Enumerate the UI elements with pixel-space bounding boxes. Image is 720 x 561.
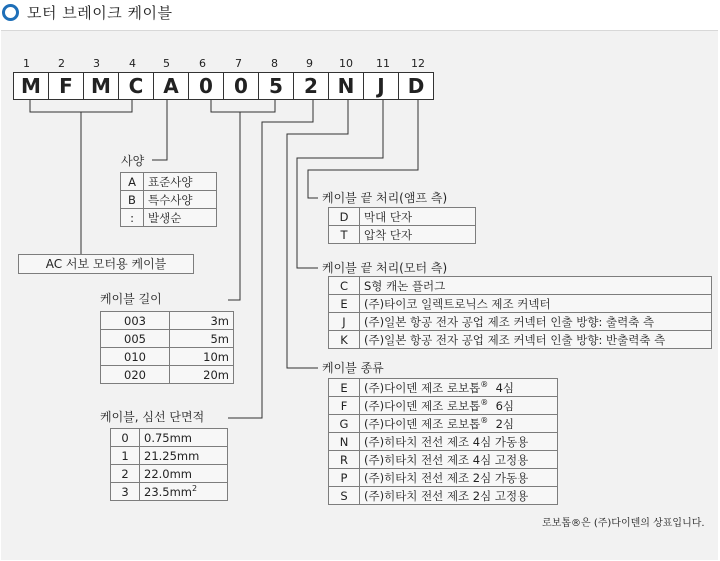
kind-suffix: 6심 bbox=[495, 398, 515, 413]
end-amp-text: 막대 단자 bbox=[360, 208, 476, 226]
footnote: 로보톱®은 (주)다이덴의 상표입니다. bbox=[542, 518, 705, 529]
kind-code: P bbox=[329, 469, 360, 487]
position-number: 4 bbox=[129, 57, 136, 70]
end-motor-table bbox=[328, 276, 712, 349]
code-box: 2 bbox=[293, 72, 329, 100]
end-amp-code: T bbox=[329, 226, 360, 244]
code-box: F bbox=[48, 72, 84, 100]
page-title: 모터 브레이크 케이블 bbox=[27, 3, 173, 22]
table-row bbox=[329, 313, 712, 331]
table-row bbox=[329, 397, 558, 415]
cross-section-label: 케이블, 심선 단면적 bbox=[100, 410, 205, 424]
code-box: 5 bbox=[258, 72, 294, 100]
position-number: 6 bbox=[199, 57, 206, 70]
table-row bbox=[121, 173, 217, 191]
ac-servo-box: AC 서보 모터용 케이블 bbox=[18, 254, 194, 274]
position-number: 5 bbox=[163, 57, 170, 70]
superscript: 2 bbox=[192, 484, 198, 494]
code-box: A bbox=[153, 72, 189, 100]
table-row bbox=[329, 433, 558, 451]
kind-text: (주)히타치 전선 제조 2심 고정용 bbox=[360, 487, 558, 505]
length-value: 3m bbox=[170, 312, 234, 330]
kind-text: (주)다이덴 제조 로보톱 bbox=[364, 380, 481, 395]
position-number: 2 bbox=[58, 57, 65, 70]
table-row bbox=[101, 366, 234, 384]
cable-kind-table bbox=[328, 378, 558, 505]
kind-code: N bbox=[329, 433, 360, 451]
kind-code: E bbox=[329, 379, 360, 397]
spec-label: 사양 bbox=[121, 154, 145, 168]
cross-value: 22.0mm bbox=[140, 465, 228, 483]
position-number: 3 bbox=[93, 57, 100, 70]
registered-mark: ® bbox=[480, 415, 489, 425]
kind-text: (주)히타치 전선 제조 4심 고정용 bbox=[360, 451, 558, 469]
length-label: 케이블 길이 bbox=[100, 292, 162, 306]
length-code: 010 bbox=[101, 348, 170, 366]
kind-text: (주)다이덴 제조 로보톱 bbox=[364, 416, 481, 431]
kind-code: F bbox=[329, 397, 360, 415]
table-row bbox=[329, 295, 712, 313]
code-box: 0 bbox=[188, 72, 224, 100]
table-row bbox=[121, 191, 217, 209]
end-motor-code: K bbox=[329, 331, 360, 349]
position-number: 11 bbox=[376, 57, 390, 70]
table-row bbox=[121, 209, 217, 227]
cross-code: 3 bbox=[111, 483, 140, 501]
cable-kind-label: 케이블 종류 bbox=[322, 361, 384, 375]
kind-text: (주)다이덴 제조 로보톱 bbox=[364, 398, 481, 413]
table-row bbox=[101, 330, 234, 348]
table-row bbox=[111, 447, 228, 465]
end-amp-code: D bbox=[329, 208, 360, 226]
end-amp-label: 케이블 끝 처리(앰프 측) bbox=[322, 191, 448, 205]
end-motor-code: E bbox=[329, 295, 360, 313]
cross-code: 0 bbox=[111, 429, 140, 447]
end-motor-text: S형 캐논 플러그 bbox=[360, 277, 712, 295]
position-number: 7 bbox=[235, 57, 242, 70]
table-row bbox=[329, 208, 476, 226]
spec-code: A bbox=[121, 173, 144, 191]
spec-text: 표준사양 bbox=[144, 173, 217, 191]
code-box: D bbox=[398, 72, 434, 100]
kind-code: G bbox=[329, 415, 360, 433]
end-amp-table bbox=[328, 207, 476, 244]
length-code: 020 bbox=[101, 366, 170, 384]
cross-value: 23.5mm bbox=[144, 484, 193, 499]
code-box: M bbox=[83, 72, 119, 100]
length-value: 20m bbox=[170, 366, 234, 384]
code-box: 0 bbox=[223, 72, 259, 100]
cross-code: 1 bbox=[111, 447, 140, 465]
length-value: 5m bbox=[170, 330, 234, 348]
table-row bbox=[329, 415, 558, 433]
kind-code: R bbox=[329, 451, 360, 469]
spec-text: 발생순 bbox=[144, 209, 217, 227]
cross-value: 0.75mm bbox=[140, 429, 228, 447]
table-row bbox=[101, 312, 234, 330]
table-row bbox=[329, 451, 558, 469]
registered-mark: ® bbox=[480, 379, 489, 389]
end-motor-text: (주)타이코 일렉트로닉스 제조 커넥터 bbox=[360, 295, 712, 313]
table-row bbox=[329, 469, 558, 487]
spec-code: B bbox=[121, 191, 144, 209]
spec-code: : bbox=[121, 209, 144, 227]
end-motor-text: (주)일본 항공 전자 공업 제조 커넥터 인출 방향: 반출력축 측 bbox=[360, 331, 712, 349]
length-value: 10m bbox=[170, 348, 234, 366]
code-box: C bbox=[118, 72, 154, 100]
end-motor-code: J bbox=[329, 313, 360, 331]
table-row bbox=[329, 226, 476, 244]
table-row bbox=[111, 429, 228, 447]
cross-value: 21.25mm bbox=[140, 447, 228, 465]
position-number: 9 bbox=[306, 57, 313, 70]
code-box: N bbox=[328, 72, 364, 100]
table-row bbox=[329, 487, 558, 505]
end-motor-label: 케이블 끝 처리(모터 측) bbox=[322, 261, 448, 275]
end-motor-text: (주)일본 항공 전자 공업 제조 커넥터 인출 방향: 출력축 측 bbox=[360, 313, 712, 331]
table-row bbox=[329, 379, 558, 397]
cross-section-table bbox=[110, 428, 228, 501]
kind-suffix: 4심 bbox=[495, 380, 515, 395]
spec-table bbox=[120, 172, 217, 227]
code-box: M bbox=[13, 72, 49, 100]
position-number: 1 bbox=[23, 57, 30, 70]
end-motor-code: C bbox=[329, 277, 360, 295]
length-code: 003 bbox=[101, 312, 170, 330]
kind-text: (주)히타치 전선 제조 4심 가동용 bbox=[360, 433, 558, 451]
position-number: 8 bbox=[271, 57, 278, 70]
position-number: 12 bbox=[411, 57, 425, 70]
kind-text: (주)히타치 전선 제조 2심 가동용 bbox=[360, 469, 558, 487]
position-number: 10 bbox=[339, 57, 353, 70]
registered-mark: ® bbox=[480, 397, 489, 407]
table-row bbox=[101, 348, 234, 366]
end-amp-text: 압착 단자 bbox=[360, 226, 476, 244]
table-row bbox=[329, 331, 712, 349]
length-table bbox=[100, 311, 234, 384]
code-box: J bbox=[363, 72, 399, 100]
cross-code: 2 bbox=[111, 465, 140, 483]
table-row bbox=[329, 277, 712, 295]
spec-text: 특수사양 bbox=[144, 191, 217, 209]
kind-suffix: 2심 bbox=[495, 416, 515, 431]
table-row bbox=[111, 465, 228, 483]
length-code: 005 bbox=[101, 330, 170, 348]
kind-code: S bbox=[329, 487, 360, 505]
table-row bbox=[111, 483, 228, 501]
